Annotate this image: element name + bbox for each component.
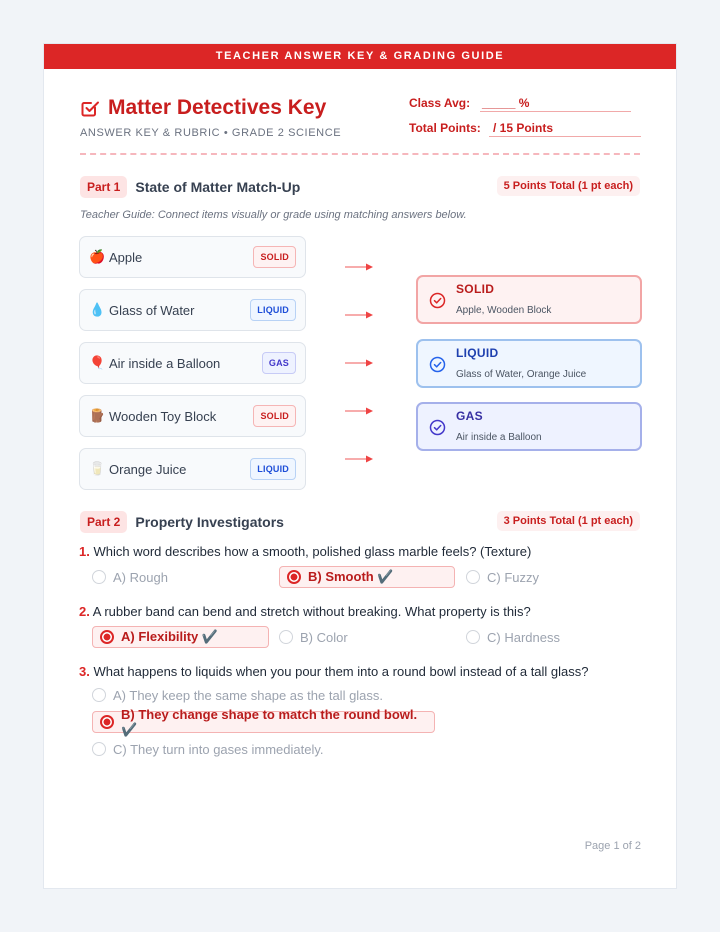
answer-key-sheet — [43, 43, 677, 889]
radio-button-selected[interactable] — [100, 630, 114, 644]
radio-button[interactable] — [279, 630, 293, 644]
option-label: C) They turn into gases immediately. — [113, 741, 324, 757]
answer-tag-solid: SOLID — [253, 405, 296, 427]
category-members: Glass of Water, Orange Juice — [456, 369, 587, 380]
q3-option-b-correct[interactable] — [92, 706, 435, 737]
question-number: 2. — [79, 604, 90, 619]
q2-option-b[interactable] — [279, 626, 348, 648]
category-name: LIQUID — [456, 346, 499, 360]
category-box-solid[interactable] — [416, 275, 642, 324]
wood-icon: 🪵 — [89, 408, 106, 423]
radio-button[interactable] — [466, 630, 480, 644]
radio-button[interactable] — [92, 742, 106, 756]
arrow-right-icon — [345, 358, 373, 368]
question-number: 1. — [79, 544, 90, 559]
match-item-label: Air inside a Balloon — [109, 355, 221, 371]
page-title: Matter Detectives Key — [108, 96, 327, 119]
q1-option-b-correct[interactable] — [279, 566, 455, 588]
answer-tag-solid: SOLID — [253, 246, 296, 268]
q1-option-a[interactable] — [92, 566, 168, 588]
part2-title: Property Investigators — [135, 514, 284, 530]
check-circle-icon — [429, 292, 446, 309]
answer-tag-liquid: LIQUID — [250, 458, 296, 480]
category-box-liquid[interactable] — [416, 339, 642, 388]
juice-glass-icon: 🥛 — [89, 461, 106, 476]
answer-tag-liquid: LIQUID — [250, 299, 296, 321]
radio-button[interactable] — [92, 688, 106, 702]
check-circle-icon — [429, 419, 446, 436]
top-banner: TEACHER ANSWER KEY & GRADING GUIDE — [44, 44, 676, 69]
question-1 — [79, 544, 531, 559]
class-avg-underline — [480, 111, 631, 112]
part1-badge: Part 1 — [80, 176, 127, 198]
check-circle-icon — [429, 356, 446, 373]
page-number: Page 1 of 2 — [584, 840, 641, 852]
q2-option-a-correct[interactable] — [92, 626, 269, 648]
part1-title: State of Matter Match-Up — [135, 179, 301, 195]
part2-header — [80, 511, 284, 533]
droplet-icon: 💧 — [89, 302, 106, 317]
question-text: What happens to liquids when you pour them into a round bowl instead of a tall glass? — [93, 664, 589, 679]
part2-points: 3 Points Total (1 pt each) — [497, 511, 640, 531]
class-avg-field[interactable]: _____ % — [482, 96, 530, 110]
radio-button[interactable] — [466, 570, 480, 584]
dashed-divider — [80, 153, 640, 155]
option-label: B) Color — [300, 629, 348, 645]
category-members: Apple, Wooden Block — [456, 305, 552, 316]
question-number: 3. — [79, 664, 90, 679]
option-label: B) Smooth ✔️ — [308, 569, 394, 584]
match-item-orange-juice[interactable] — [79, 448, 306, 490]
total-points-field[interactable]: / 15 Points — [493, 121, 554, 135]
part1-header — [80, 176, 300, 198]
radio-button[interactable] — [92, 570, 106, 584]
total-points-underline — [489, 136, 641, 137]
match-item-label: Wooden Toy Block — [109, 408, 217, 424]
q1-option-c[interactable] — [466, 566, 539, 588]
arrow-right-icon — [345, 310, 373, 320]
balloon-icon: 🎈 — [89, 355, 106, 370]
option-label: B) They change shape to match the round bowl. ✔️ — [121, 706, 418, 737]
title-row — [80, 96, 326, 120]
match-item-label: Glass of Water — [109, 302, 195, 318]
apple-icon: 🍎 — [89, 249, 106, 264]
option-label: A) Rough — [113, 569, 168, 585]
option-label: A) Flexibility ✔️ — [121, 629, 219, 644]
question-3 — [79, 664, 589, 679]
category-name: SOLID — [456, 282, 495, 296]
q2-option-c[interactable] — [466, 626, 560, 648]
option-label: A) They keep the same shape as the tall glass. — [113, 687, 384, 703]
radio-button-selected[interactable] — [100, 715, 114, 729]
part2-badge: Part 2 — [80, 511, 127, 533]
q3-option-a[interactable] — [92, 684, 383, 706]
radio-button-selected[interactable] — [287, 570, 301, 584]
question-text: Which word describes how a smooth, polished glass marble feels? (Texture) — [93, 544, 532, 559]
question-text: A rubber band can bend and stretch without breaking. What property is this? — [92, 604, 531, 619]
category-box-gas[interactable] — [416, 402, 642, 451]
option-label: C) Hardness — [487, 629, 560, 645]
category-name: GAS — [456, 409, 483, 423]
arrow-right-icon — [345, 454, 373, 464]
teacher-guide-note: Teacher Guide: Connect items visually or grade using matching answers below. — [80, 209, 467, 221]
answer-tag-gas: GAS — [262, 352, 296, 374]
match-item-label: Orange Juice — [109, 461, 187, 477]
question-2 — [79, 604, 531, 619]
arrow-right-icon — [345, 262, 373, 272]
arrow-right-icon — [345, 406, 373, 416]
class-avg-label: Class Avg: — [409, 96, 471, 110]
category-members: Air inside a Balloon — [456, 432, 542, 443]
page-subtitle: ANSWER KEY & RUBRIC • GRADE 2 SCIENCE — [80, 127, 342, 139]
total-points-label: Total Points: — [409, 121, 481, 135]
checkbox-check-icon — [80, 98, 100, 118]
part1-points: 5 Points Total (1 pt each) — [497, 176, 640, 196]
match-item-label: Apple — [109, 249, 143, 265]
q3-option-c[interactable] — [92, 738, 324, 760]
match-item-glass-of-water[interactable] — [79, 289, 306, 331]
match-item-wooden-block[interactable] — [79, 395, 306, 437]
option-label: C) Fuzzy — [487, 569, 539, 585]
match-item-balloon[interactable] — [79, 342, 306, 384]
match-item-apple[interactable] — [79, 236, 306, 278]
